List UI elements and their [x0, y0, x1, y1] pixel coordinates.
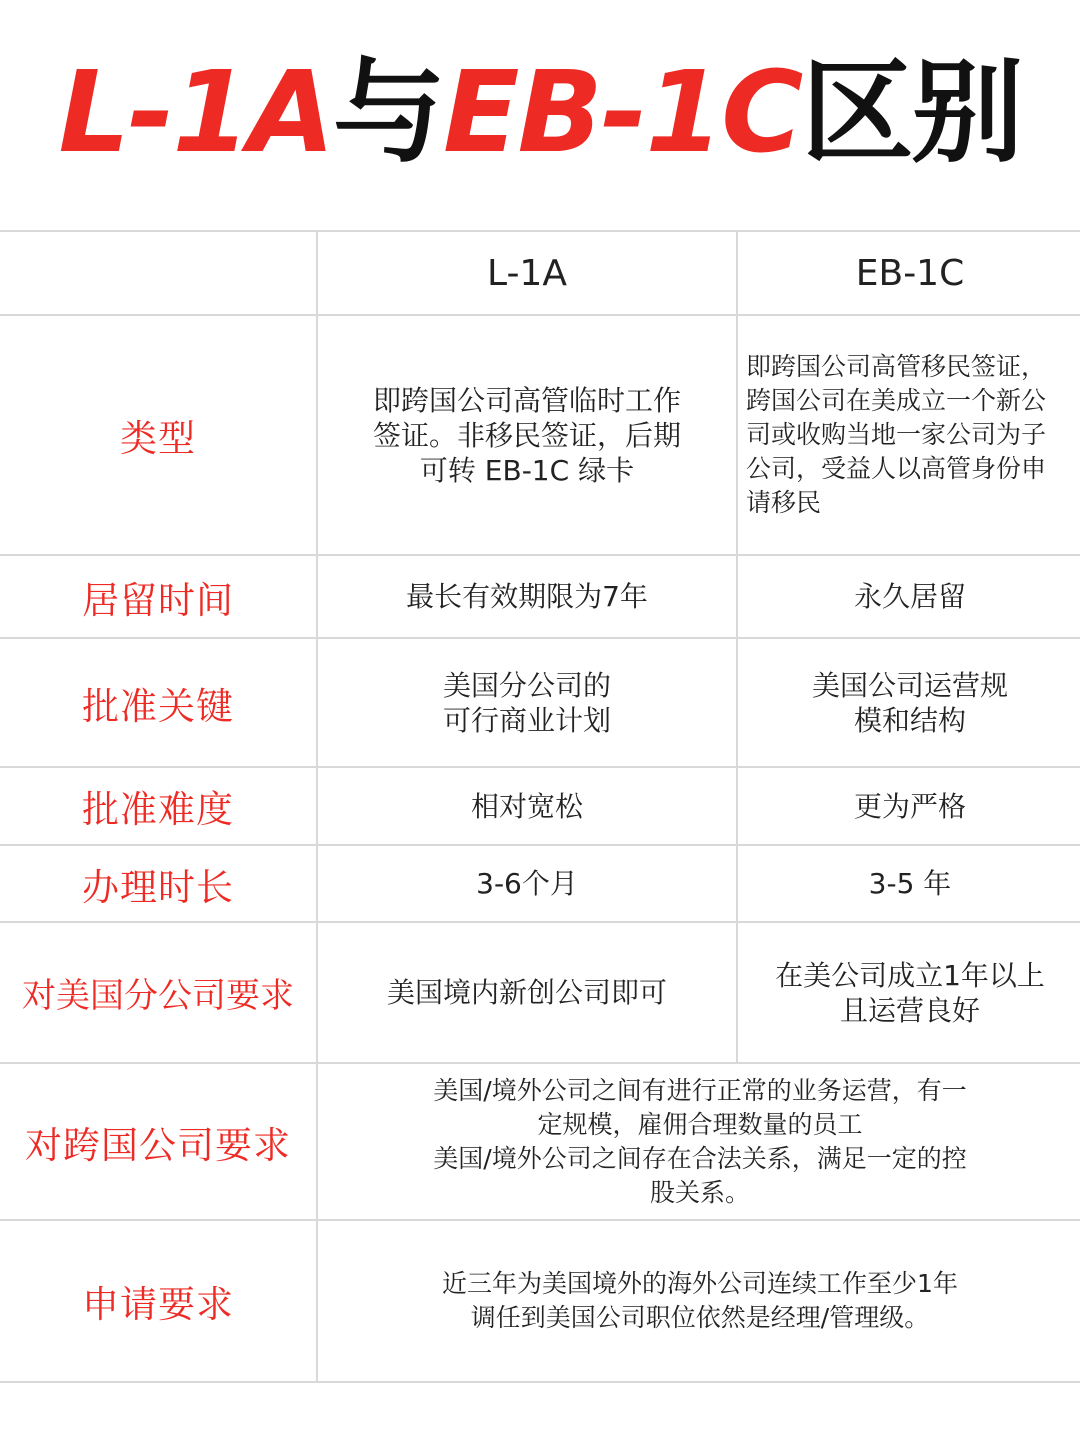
- table-row: [0, 1063, 1080, 1220]
- row-label-multinational-requirement: 对跨国公司要求: [0, 1063, 317, 1220]
- cell-us-branch-l1a: 美国境内新创公司即可: [386, 976, 667, 1009]
- table-row: [0, 1220, 1080, 1382]
- row-label-type: 类型: [0, 315, 317, 555]
- table-row: [0, 555, 1080, 638]
- cell-residence-eb1c: 永久居留: [853, 580, 966, 613]
- table-row: [0, 315, 1080, 555]
- cell-duration-l1a: 3-6个月: [476, 867, 578, 900]
- cell-multinational-requirement: 美国/境外公司之间有进行正常的业务运营，有一 定规模，雇佣合理数量的员工 美国/境外公司之间存在合法关系，满足一定的控 股关系。: [433, 1075, 967, 1207]
- cell-application-requirement: 近三年为美国境外的海外公司连续工作至少1年 调任到美国公司职位依然是经理/管理级。: [442, 1269, 958, 1332]
- cell-type-l1a: 即跨国公司高管临时工作 签证。非移民签证，后期 可转 EB-1C 绿卡: [372, 383, 681, 487]
- row-label-duration: 办理时长: [0, 845, 317, 922]
- cell-approval-key-eb1c: 美国公司运营规 模和结构: [811, 668, 1008, 737]
- title-connector: 与: [332, 48, 443, 178]
- cell-residence-l1a: 最长有效期限为7年: [406, 580, 648, 613]
- title-eb1c: EB-1C: [442, 48, 802, 178]
- table-row: [0, 767, 1080, 845]
- row-label-approval-key: 批准关键: [0, 638, 317, 767]
- comparison-table: [0, 230, 1080, 1383]
- cell-difficulty-l1a: 相对宽松: [470, 789, 583, 823]
- title-difference: 区别: [801, 48, 1022, 178]
- cell-duration-eb1c: 3-5 年: [868, 867, 952, 900]
- table-header-row: [0, 231, 1080, 315]
- row-label-residence: 居留时间: [0, 555, 317, 638]
- table-row: [0, 638, 1080, 767]
- header-empty-cell: [0, 231, 317, 315]
- row-label-application-requirement: 申请要求: [0, 1220, 317, 1382]
- title-l1a: L-1A: [58, 48, 333, 178]
- cell-difficulty-eb1c: 更为严格: [853, 789, 966, 823]
- cell-us-branch-eb1c: 在美公司成立1年以上 且运营良好: [775, 958, 1045, 1027]
- table-row: [0, 922, 1080, 1063]
- cell-type-eb1c: 即跨国公司高管移民签证， 跨国公司在美成立一个新公 司或收购当地一家公司为子 公司，受益人以高管身份申 请移民: [746, 352, 1047, 517]
- header-l1a: L-1A: [317, 231, 737, 315]
- header-eb1c: EB-1C: [737, 231, 1080, 315]
- row-label-us-branch-requirement: 对美国分公司要求: [0, 922, 317, 1063]
- page-title: [0, 48, 1080, 178]
- row-label-difficulty: 批准难度: [0, 767, 317, 845]
- cell-approval-key-l1a: 美国分公司的 可行商业计划: [442, 668, 611, 737]
- table-row: [0, 845, 1080, 922]
